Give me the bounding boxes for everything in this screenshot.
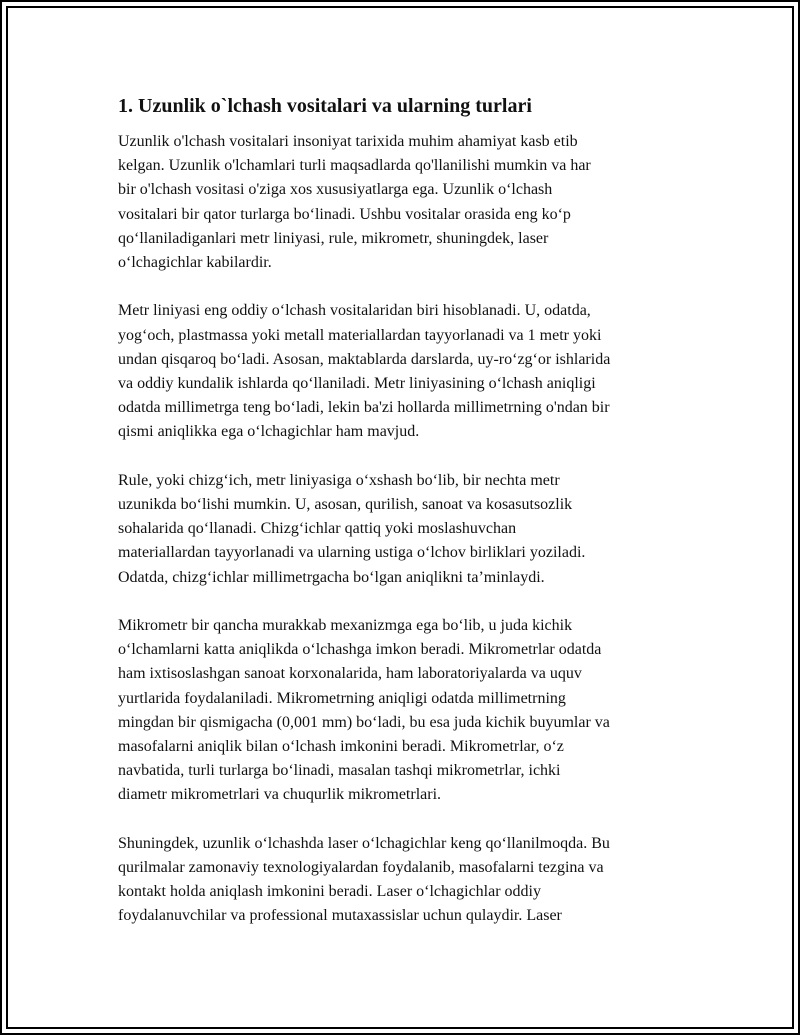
text-line: kontakt holda aniqlash imkonini beradi. Laser o‘lchagichlar oddiy	[118, 883, 541, 901]
text-line: kelgan. Uzunlik o'lchamlari turli maqsadlarda qo'llanilishi mumkin va har	[118, 157, 591, 175]
section-heading: 1. Uzunlik o`lchash vositalari va ularning turlari	[118, 95, 532, 117]
text-line: qurilmalar zamonaviy texnologiyalardan foydalanib, masofalarni tezgina va	[118, 859, 604, 877]
text-line: ham ixtisoslashgan sanoat korxonalarida, ham laboratoriyalarda va uquv	[118, 665, 582, 683]
text-line: Odatda, chizg‘ichlar millimetrgacha bo‘lgan aniqlikni ta’minlaydi.	[118, 568, 545, 586]
paragraph-metr-liniyasi	[118, 299, 703, 444]
text-line: diametr mikrometrlari va chuqurlik mikrometrlari.	[118, 786, 442, 804]
text-line: Shuningdek, uzunlik o‘lchashda laser o‘lchagichlar keng qo‘llanilmoqda. Bu	[118, 834, 610, 852]
text-line: va oddiy kundalik ishlarda qo‘llaniladi. Metr liniyasining o‘lchash aniqligi	[118, 375, 596, 393]
text-line: vositalari bir qator turlarga bo‘linadi. Ushbu vositalar orasida eng ko‘p	[118, 205, 571, 223]
paragraph-intro	[118, 130, 703, 275]
text-line: qismi aniqlikka ega o‘lchagichlar ham mavjud.	[118, 423, 420, 441]
text-line: Rule, yoki chizg‘ich, metr liniyasiga o‘xshash bo‘lib, bir nechta metr	[118, 471, 560, 489]
text-line: uzunikda bo‘lishi mumkin. U, asosan, qurilish, sanoat va kosasutsozlik	[118, 496, 573, 514]
paragraph-mikrometr	[118, 614, 703, 808]
text-line: Uzunlik o'lchash vositalari insoniyat tarixida muhim ahamiyat kasb etib	[118, 133, 578, 150]
text-line: sohalarida qo‘llanadi. Chizg‘ichlar qattiq yoki moslashuvchan	[118, 520, 517, 538]
paragraph-laser	[118, 832, 703, 929]
text-line: Mikrometr bir qancha murakkab mexanizmga ega bo‘lib, u juda kichik	[118, 617, 573, 635]
text-line: undan qisqaroq bo‘ladi. Asosan, maktablarda darslarda, uy-ro‘zg‘or ishlarida	[118, 350, 611, 368]
text-line: o‘lchamlarni katta aniqlikda o‘lchashga imkon beradi. Mikrometrlar odatda	[118, 641, 602, 659]
text-line: mingdan bir qismigacha (0,001 mm) bo‘ladi, bu esa juda kichik buyumlar va	[118, 713, 610, 731]
text-line: masofalarni aniqlik bilan o‘lchash imkonini beradi. Mikrometrlar, o‘z	[118, 738, 564, 756]
text-line: navbatida, turli turlarga bo‘linadi, masalan tashqi mikrometrlar, ichki	[118, 762, 561, 780]
text-line: qo‘llaniladiganlari metr liniyasi, rule, mikrometr, shuningdek, laser	[118, 229, 549, 247]
paragraph-rule	[118, 469, 703, 590]
text-line: odatda millimetrga teng bo‘ladi, lekin ba'zi hollarda millimetrning o'ndan bir	[118, 399, 610, 417]
text-line: yog‘och, plastmassa yoki metall materiallardan tayyorlanadi va 1 metr yoki	[118, 326, 602, 344]
text-line: o‘lchagichlar kabilardir.	[118, 254, 272, 272]
text-line: foydalanuvchilar va professional mutaxassislar uchun qulaydir. Laser	[118, 907, 562, 925]
document-body	[118, 92, 703, 953]
text-line: yurtlarida foydalaniladi. Mikrometrning aniqligi odatda millimetrning	[118, 689, 566, 707]
text-line: materiallardan tayyorlanadi va ularning ustiga o‘lchov birliklari yoziladi.	[118, 544, 586, 562]
text-line: bir o'lchash vositasi o'ziga xos xususiyatlarga ega. Uzunlik o‘lchash	[118, 181, 553, 199]
text-line: Metr liniyasi eng oddiy o‘lchash vositalaridan biri hisoblanadi. U, odatda,	[118, 302, 591, 320]
